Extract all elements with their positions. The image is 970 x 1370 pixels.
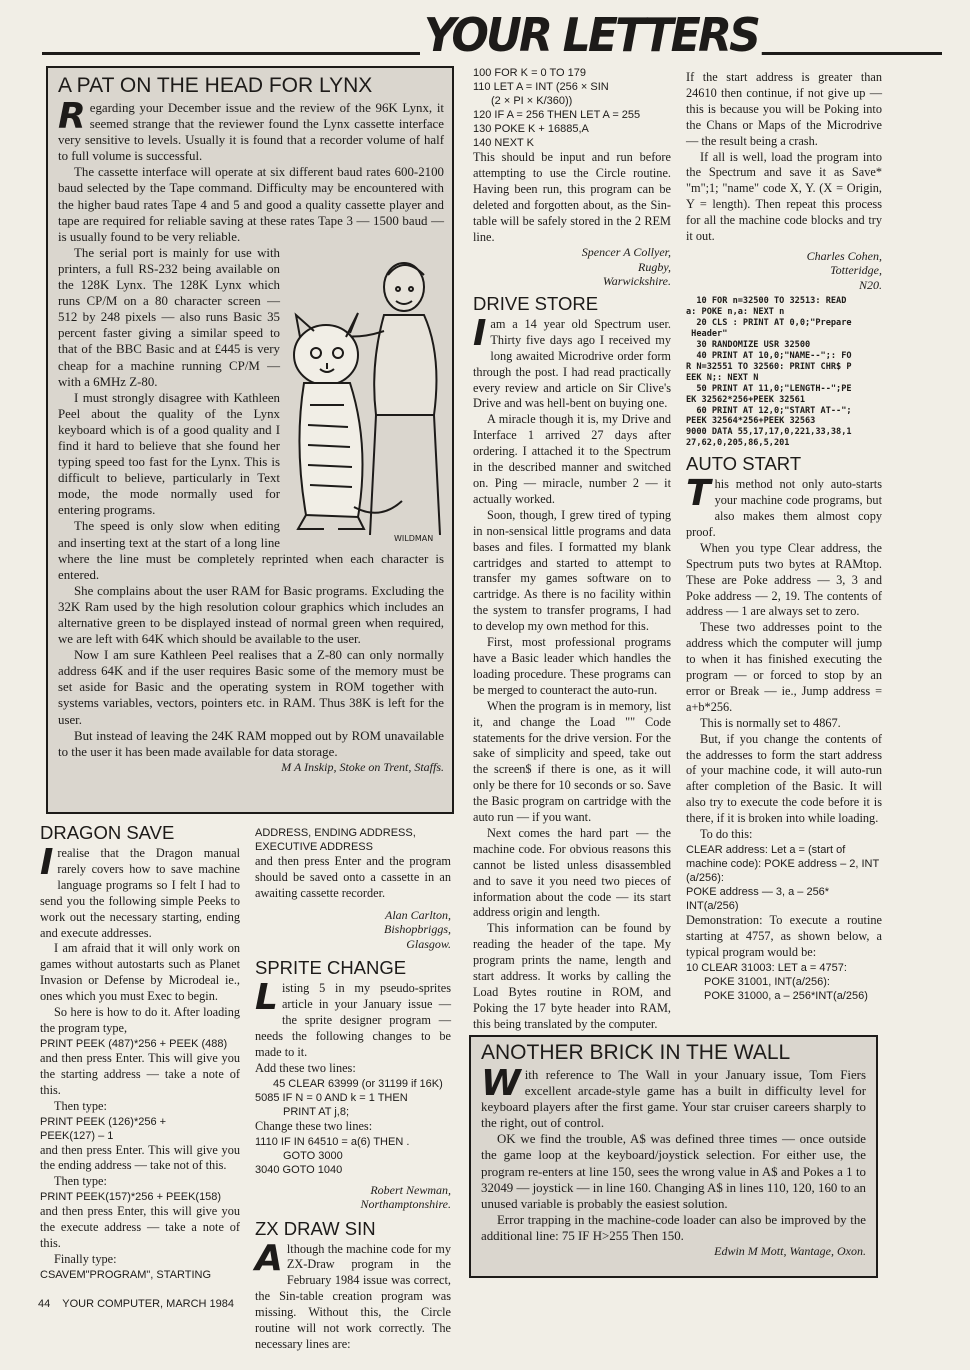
zx-p1: Although the machine code for my ZX-Draw program in the February 1984 issue was correct, the Sin-table creation program was missing. Without this, the Circle routine will not work correctly. The necessary lines are: [255,1237,451,1351]
brick-signature: Edwin M Mott, Wantage, Oxon. [714,1244,866,1259]
dragon-p1: Irealise that the Dragon manual rarely covers how to save machine language programs so I felt I had to send you the following simple Peeks to work out the necessary starting, ending and execute addresses. [40,842,240,940]
drive-dropcap: I [473,312,487,354]
sprite-dropcap: L [255,977,278,1019]
lynx-p4: I must strongly disagree with Kathleen Peel about the quality of the Lynx keyboard which is of a good quality and I find it hard to believe that she found her typing speed too fast for the Lynx. This is difficult to believe, particularly in Text mode, the mode normally used for entering programs. [58,390,280,518]
drive-p7: This information can be found by reading the header of the tape. My program prints the name, length and start address. It works by calling the Load Bytes routine in ROM, and Poking the 17 byte header into RAM, this being translated by the computer. [473,921,671,1031]
drive-sig-3: N20. [858,277,882,292]
dragon-sig-3: Glasgow. [406,936,451,951]
dragon-code-4: PRINT PEEK(157)*256 + PEEK(158) [40,1191,222,1204]
zx-code-2: 110 LET A = INT (256 × SIN [473,81,609,93]
zx-sig-1: Spencer A Collyer, [581,245,671,260]
dragon-p10: and then press Enter and the program should be saved onto a cassette in an awaiting cassette recorder. [255,854,451,900]
zx-sig-3: Warwickshire. [602,274,671,289]
lynx-p3: WILDMAN The serial port is mainly for use with printers, a full RS-232 being available on the 128K Lynx. The 128K Lynx which runs CP/M on a 80 character screen — 512 by 248 pixels — also runs Basic 35 percent faster giving a similar speed to that of the BBC Basic and at £445 is very cheap for a machine running CP/M — with a 6MHz Z-80. [58,245,444,390]
dragon-p8: and then press Enter, this will give you the execute address — take a note of this. [40,1204,240,1251]
auto-code-5: POKE 31001, INT(a/256): [704,975,830,988]
dragon-code-7: EXECUTIVE ADDRESS [255,841,373,853]
drive-p3: Soon, though, I grew tired of typing in non-sensical little programs and data bases and files. I formatted my blank cartridges and started to attempt to transfer my games software on to cartridge. As there is no facility within the system to transfer programs, I had to develop my own method for this. [473,507,671,634]
drive-listing: 10 FOR n=32500 TO 32513: READ a: POKE n,a: NEXT n 20 CLS : PRINT AT 0,0;"Prepare Header" 30 RANDOMIZE USR 32500 40 PRINT AT 10,0;"NAME--";: FO R N=32551 TO 32560: PRINT CHR$ P EEK N;: NEXT N 50 PRINT AT 11,0;"LENGTH--";PE EK 32562*256+PEEK 32561 60 PRINT AT 12,0;"START AT--"; PEEK 32564*256+PEEK 32563 9000 DATA 55,17,17,0,221,33,38,1 27,62,0,205,86,5,201 [686,296,852,449]
brick-dropcap: W [481,1063,521,1104]
sprite-sig-2: Northamptonshire. [360,1197,451,1212]
auto-code-3: INT(a/256) [686,900,739,912]
column-4 [686,70,882,1032]
drive-p4: First, most professional programs have a Basic leader which handles the loading procedure. These programs can be merged to counteract the auto-run. [473,635,671,697]
dragon-sig-1: Alan Carlton, [384,907,451,922]
sprite-code-4: 1110 IF IN 64510 = a(6) THEN . [255,1135,410,1148]
drive-headline: DRIVE STORE [473,292,599,314]
sprite-code-5: GOTO 3000 [283,1149,343,1162]
dragon-code-3: PEEK(127) – 1 [40,1129,114,1142]
brick-p3: Error trapping in the machine-code loader can also be improved by the additional line: 75 IF H>255 Then 150. [481,1212,866,1243]
sprite-p2: Add these two lines: [255,1060,356,1075]
auto-dropcap: T [686,473,711,515]
sprite-p3: Change these two lines: [255,1118,373,1133]
auto-p2: When you type Clear address, the Spectrum puts two bytes at RAMtop. These are Poke address — 3, 3 and Poke address — 2, 19. The contents of address — 1 are always set to zero. [686,540,882,619]
dragon-p5: Then type: [54,1098,107,1113]
drive-sig-1: Charles Cohen, [806,248,882,263]
dragon-sig-2: Bishopbriggs, [383,922,451,937]
auto-code-1: CLEAR address: Let a = (start of machine code): POKE address – 2, INT (a/256): [686,844,879,884]
zx-headline: ZX DRAW SIN [255,1217,376,1239]
lynx-dropcap: R [58,96,86,137]
dragon-headline: DRAGON SAVE [40,822,175,843]
brick-p2: OK we find the trouble, A$ was defined three times — once outside the game loop at the keyboard/joystick selection. For either use, the program re-enters at line 150, sees the wrong value in A$ and Pokes a 1 to 32049 — joystick — in line 160. Changing A$ in lines 110, 120, 160 to an unused variable is probably the easiest solution. [481,1132,866,1211]
publication-line: YOUR COMPUTER, MARCH 1984 [62,1298,235,1310]
dragon-code-1: PRINT PEEK (487)*256 + PEEK (488) [40,1037,228,1050]
sprite-code-3: PRINT AT j,8; [283,1105,350,1118]
drive-p2: A miracle though it is, my Drive and Interface 1 arrived 27 days after ordering. I attached it to the Spectrum in the described manner and switched on. Ping — miracle, number 2 — it actually worked. [473,412,671,506]
auto-code-2: POKE address — 3, a – 256* [686,886,830,898]
letter-brick [469,1035,878,1278]
zx-code-3: (2 × PI × K/360)) [491,95,573,107]
dragon-code-5: CSAVEM"PROGRAM", STARTING [40,1268,211,1281]
zx-code-1: 100 FOR K = 0 TO 179 [473,67,587,79]
masthead-title: YOUR LETTERS [420,6,762,64]
lynx-p1: Regarding your December issue and the review of the 96K Lynx, it seemed strange that the reviewer found the Lynx cassette interface very sensitive to levels. Usually it is found that a recorder volume of half to full volume is successful. [58,96,444,164]
auto-p7: Demonstration: To execute a routine starting at 4757, as shown below, a typical program would be: [686,913,882,959]
page-number: 44 [38,1298,51,1310]
auto-p1: This method not only auto-starts your machine code programs, but also makes them almost copy proof. [686,473,882,539]
dragon-dropcap: I [40,842,54,883]
letter-lynx [46,66,454,814]
dragon-code-2: PRINT PEEK (126)*256 + [40,1115,167,1128]
sprite-p1: Listing 5 in my pseudo-sprites article in your January issue — the sprite designer program — needs the following changes to be made to it. [255,977,451,1059]
lynx-p8: But instead of leaving the 24K RAM mopped out by ROM unavailable to the user it has been made available for data storage. [58,728,444,759]
lynx-headline: A PAT ON THE HEAD FOR LYNX [58,74,373,97]
sprite-code-2: 5085 IF N = 0 AND k = 1 THEN [255,1091,408,1104]
drive-sig-2: Totteridge, [830,263,882,278]
sprite-headline: SPRITE CHANGE [255,957,407,979]
zx-code-5: 130 POKE K + 16885,A [473,123,589,135]
auto-p5: But, if you change the contents of the addresses to form the start address of your machine code, it will auto-run after completion of the Basic. It will also try to execute the code before it is there, if it is broken into while loading. [686,731,882,826]
cartoon-man-patting-lynx-icon [284,245,444,545]
drive-p6: Next comes the hard part — the machine code. For obvious reasons this cannot be listed unless disassembled and to save it you need two pieces of information about the code — its start address origin and length. [473,825,671,920]
column-2-lower [255,826,451,1351]
dragon-p6: and then press Enter. This will give you the ending address — take not of this. [40,1142,240,1173]
dragon-p7: Then type: [54,1174,107,1189]
zx-sig-2: Rugby, [638,259,671,274]
drive-p8: If the start address is greater than 24610 then continue, if not give up — this is because you will be Poking into the Chans or Maps of the Microdrive — the result being a crash. [686,70,882,148]
zx-code-4: 120 IF A = 256 THEN LET A = 255 [473,109,641,121]
page-footer [38,1298,234,1310]
zx-p2: This should be input and run before attempting to use the Circle routine. Having been run, this program can be deleted and forgotten about, as the Sin-table will be safely stored in the 2 REM line. [473,150,671,244]
sprite-sig-1: Robert Newman, [370,1182,451,1197]
auto-code-4: 10 CLEAR 31003: LET a = 4757: [686,961,847,974]
auto-p6: To do this: [700,827,753,842]
drive-p9: If all is well, load the program into the Spectrum and save it as Save* "m";1; "name" code X, Y. (X = Origin, Y = length). Then repeat this process for all the machine code blocks and try it out. [686,149,882,244]
dragon-p3: So here is how to do it. After loading the program type, [40,1005,240,1035]
dragon-p9: Finally type: [54,1251,117,1266]
column-3 [473,66,671,1030]
cartoon-signature: WILDMAN [394,533,434,543]
auto-code-6: POKE 31000, a – 256*INT(a/256) [704,989,868,1002]
dragon-p2: I am afraid that it will only work on games without autostarts such as Planet Invasion or Defense by Microdeal ie., ones which you must Exec to begin. [40,941,240,1004]
lynx-p5: The speed is only slow when editing and inserting text at the start of a long line where the line must be completely reprinted when each character is entered. [58,519,444,582]
zx-code-6: 140 NEXT K [473,137,534,149]
zx-dropcap: A [255,1237,283,1279]
auto-headline: AUTO START [686,453,802,475]
lynx-p7: Now I am sure Kathleen Peel realises that a Z-80 can only normally address 64K and if the user requires Basic some of the memory must be set aside for Basic and the operating system in ROM together with systems variables, vectors, pointers etc. in RAM. Thus 38K is left for the user. [58,648,444,727]
dragon-p4: and then press Enter. This will give you the starting address — take a note of this. [40,1050,240,1097]
lynx-p6: She complains about the user RAM for Basic programs. Excluding the 32K Ram used by the high resolution colour graphics which includes an alternative green to be displayed instead of normal green when required, we are left with 64K which should be available to the user. [58,583,444,647]
auto-p4: This is normally set to 4867. [700,715,841,730]
lynx-signature: M A Inskip, Stoke on Trent, Staffs. [281,759,444,774]
lynx-p2: The cassette interface will operate at six different baud rates 600-2100 baud selected by the Tape command. Difficulty may be encountered with the higher baud rates Tape 4 and 5 and good a quality cassette player and tape are required for reliable saving at these rates Tape 3 — 1500 baud — is usually found to be very reliable. [58,165,444,244]
dragon-code-6: ADDRESS, ENDING ADDRESS, [255,827,416,839]
brick-p1: With reference to The Wall in your January issue, Tom Fiers excellent arcade-style game has a built in difficulty level for keyboard players after the first game. Your star cruiser careers sharply to the right, out of control. [481,1063,866,1131]
drive-p5: When the program is in memory, list it, and change the Load "" Code statements for the drive version. For the sake of simplicity and speed, take out the screen$ if there is one, as it will only be there for 10 seconds or so. Save the Basic program on cartridge with the auto run — if you want. [473,698,671,825]
auto-p3: These two addresses point to the address which the computer will jump to when it has finished executing the program — or forced to stop by an error or Break — ie., Jump address = a+b*256. [686,620,882,714]
letter-dragon-save [40,822,240,1284]
sprite-code-1: 45 CLEAR 63999 (or 31199 if 16K) [273,1077,443,1090]
sprite-code-6: 3040 GOTO 1040 [255,1163,343,1176]
drive-p1: Iam a 14 year old Spectrum user. Thirty five days ago I received my long awaited Microdrive order form through the post. I had read practically every review and article on Sir Clive's Drive and was hell-bent on buying one. [473,312,671,411]
brick-headline: ANOTHER BRICK IN THE WALL [481,1041,791,1064]
